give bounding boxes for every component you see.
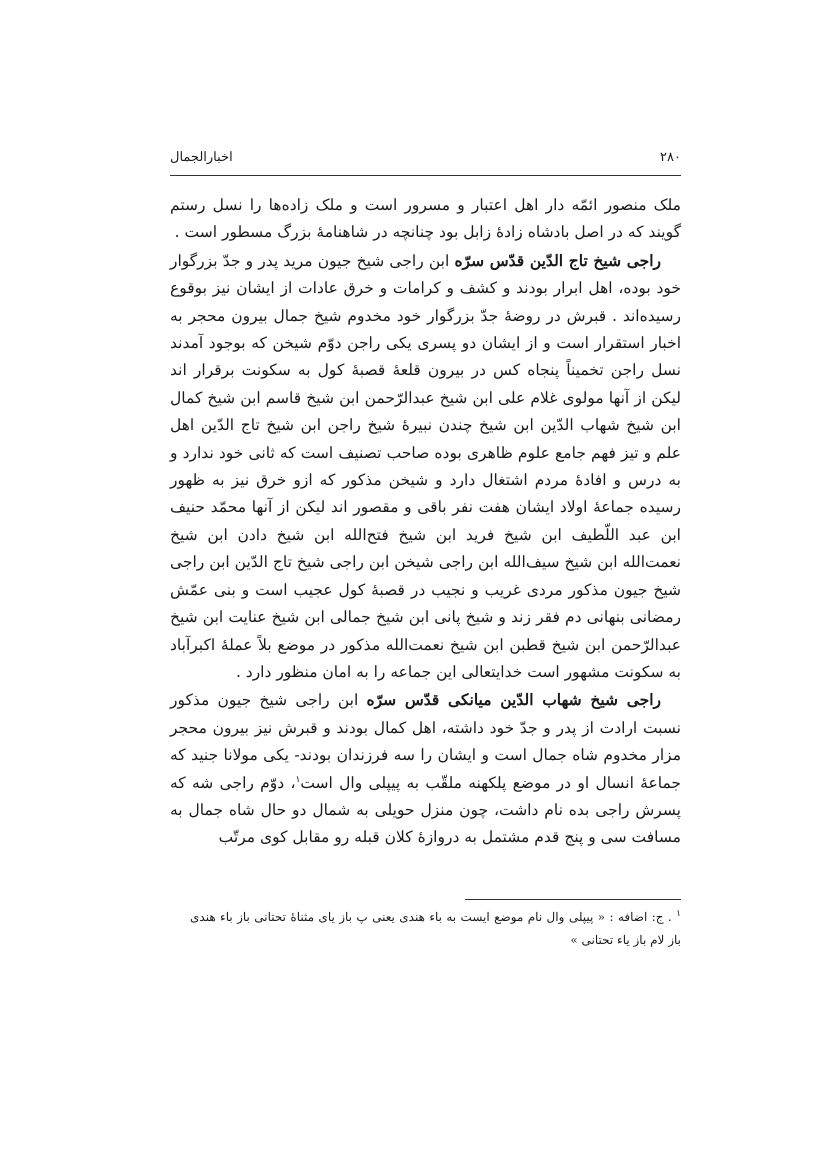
footnote: [190, 906, 681, 952]
page-header: [170, 150, 681, 170]
paragraph-2: [170, 247, 681, 687]
footnote-rule: [465, 899, 681, 900]
page-number: ۲۸۰: [660, 150, 681, 165]
paragraph-2-heading: راجی شیخ تاج الدّین قدّس سرّه: [454, 250, 661, 270]
footnote-text: . ج: اضافه : « پیپلی وال نام موضع ایست به باء هندی یعنی پ باز یای مثناهٔ تحتانی باز باء هندی باز لام باز یاء تحتانی »: [190, 910, 681, 947]
running-title: اخبارالجمال: [170, 150, 233, 165]
paragraph-3-text-b: ، دوّم راجی شه که پسرش راجی بده نام داشت، چون منزل حویلی به شمال دو حال شاه جمال به مسافت سی و پنج قدم مشتمل به دروازهٔ کلان قبله رو مقابل کوی مرتّب: [170, 773, 681, 847]
paragraph-3-heading: راجی شیخ شهاب الدّین میانکی قدّس سرّه: [366, 690, 662, 710]
footnote-reference[interactable]: ۱: [295, 774, 301, 785]
paragraph-3-text-a: ابن راجی شیخ جیون مذکور نسبت ارادت از پدر و جدّ خود داشته، اهل کمال بودند و قبرش نیز بیرون محجر مزار مخدوم شاه جمال است و ایشان را سه فرزندان بودند- یکی مولانا جنید که جماعهٔ انسال او در موضع پلکهنه ملقّب به پیپلی وال است: [170, 691, 681, 792]
paragraph-3: [170, 686, 681, 851]
paragraph-1: ملک منصور ائمّه دار اهل اعتبار و مسرور است و ملک زاده‌ها را نسل رستم گویند که در اصل بادشاه زادهٔ زابل بود چنانچه در شاهنامهٔ بزرگ مسطور است .: [170, 196, 681, 242]
footnote-marker: ۱: [676, 909, 681, 919]
paragraph-2-text: ابن راجی شیخ جیون مرید پدر و جدّ بزرگوار خود بوده، اهل ابرار بودند و کشف و کرامات و خرق عادات از ایشان نیز بوقوع رسیده‌اند . قبرش در روضهٔ جدّ بزرگوار خود مخدوم شیخ جمال بیرون محجر به اخبار استقرار است و از ایشان دو پسری یکی راجن دوّم شیخن که بوجود آمدند نسل راجن تخمیناً پنجاه کس در بیرون قلعهٔ قصبهٔ کول به سکونت برقرار اند لیکن از آنها مولوی غلام علی ابن شیخ عبدالرّحمن ابن شیخ قاسم ابن شیخ کمال ابن شیخ شهاب الدّین ابن شیخ چندن نبیرهٔ شیخ راجن ابن شیخ تاج الدّین اهل علم و تیز فهم جامع علوم ظاهری بوده صاحب تصنیف است که ثانی خود ندارد و به درس و افادهٔ مردم اشتغال دارد و شیخن مذکور که ازو خرق نیز به ظهور رسیده جماعهٔ اولاد ایشان هفت نفر باقی و مقصور اند لیکن از آنها محمّد حنیف ابن عبد اللّطیف ابن شیخ فرید ابن شیخ فتح‌الله ابن شیخ دادن ابن شیخ نعمت‌الله ابن شیخ سیف‌الله ابن راجی شیخن ابن راجی شیخ تاج الدّین ابن راجی شیخ جیون مذکور مردی غریب و نجیب در قصبهٔ کول عجیب است و بنی عمّش رمضانی بنهانی دم فقر زند و شیخ پانی ابن شیخ جمالی ابن شیخ عنایت ابن شیخ عبدالرّحمن ابن شیخ قطبن ابن شیخ نعمت‌الله مذکور در موضع بلاً عملهٔ اکبرآباد به سکونت مشهور است خدایتعالی این جماعه را به امان منظور دارد .: [170, 251, 681, 681]
header-rule: [170, 175, 681, 176]
main-text: [170, 192, 681, 852]
